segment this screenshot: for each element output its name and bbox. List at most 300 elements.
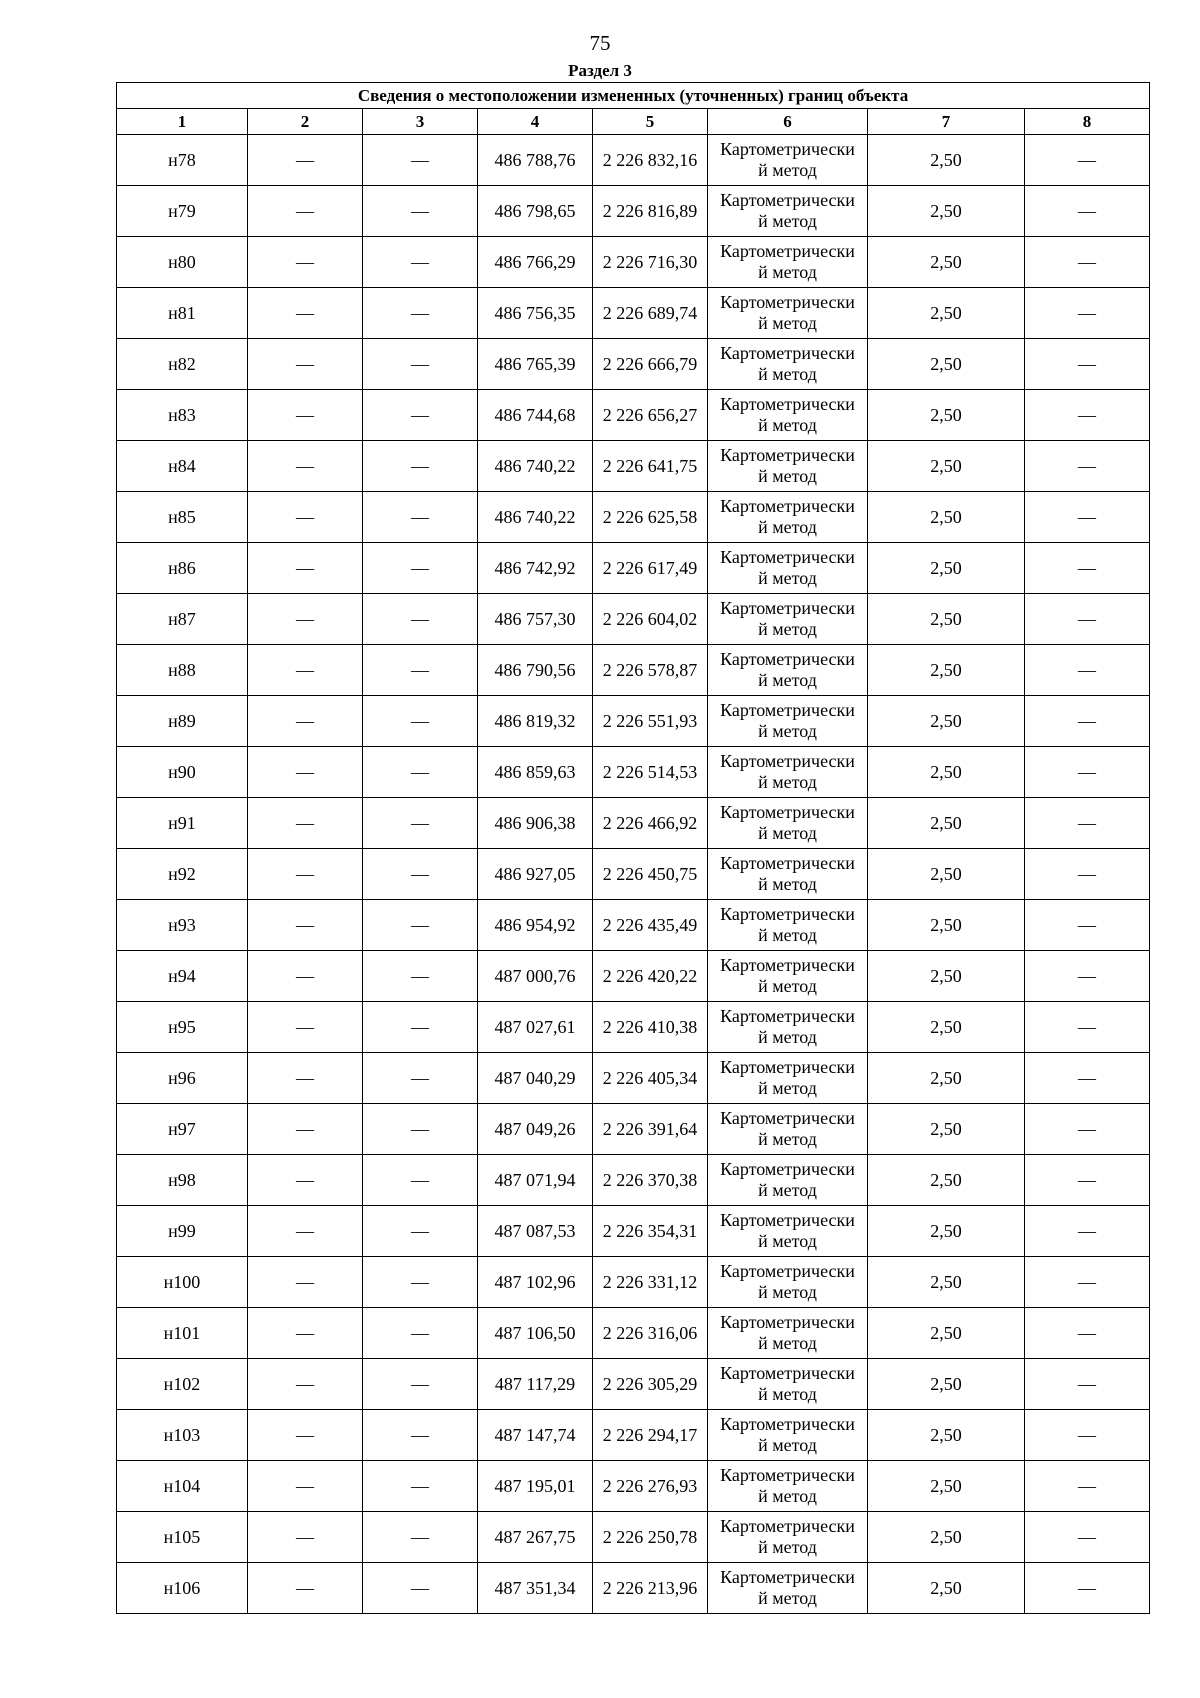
x-coordinate-cell: 487 040,29 bbox=[478, 1053, 593, 1104]
y-coordinate-cell: 2 226 689,74 bbox=[593, 288, 708, 339]
method-cell bbox=[708, 1002, 868, 1053]
col2-cell: — bbox=[248, 900, 363, 951]
table-row bbox=[117, 441, 1150, 492]
method-line-1: Картометрически bbox=[720, 1210, 855, 1230]
y-coordinate-cell: 2 226 213,96 bbox=[593, 1563, 708, 1614]
point-cell: н96 bbox=[117, 1053, 248, 1104]
table-row bbox=[117, 1308, 1150, 1359]
method-line-2: й метод bbox=[758, 1486, 817, 1506]
y-coordinate-cell: 2 226 391,64 bbox=[593, 1104, 708, 1155]
x-coordinate-cell: 486 906,38 bbox=[478, 798, 593, 849]
method-line-1: Картометрически bbox=[720, 394, 855, 414]
method-cell bbox=[708, 645, 868, 696]
table-row bbox=[117, 1359, 1150, 1410]
col2-cell: — bbox=[248, 1461, 363, 1512]
method-line-2: й метод bbox=[758, 568, 817, 588]
method-line-1: Картометрически bbox=[720, 292, 855, 312]
method-cell bbox=[708, 1512, 868, 1563]
accuracy-cell: 2,50 bbox=[868, 441, 1025, 492]
col2-cell: — bbox=[248, 492, 363, 543]
table-row bbox=[117, 1257, 1150, 1308]
method-line-1: Картометрически bbox=[720, 445, 855, 465]
y-coordinate-cell: 2 226 405,34 bbox=[593, 1053, 708, 1104]
point-cell: н95 bbox=[117, 1002, 248, 1053]
col8-cell: — bbox=[1025, 186, 1150, 237]
table-row bbox=[117, 1002, 1150, 1053]
point-cell: н78 bbox=[117, 135, 248, 186]
table-body bbox=[117, 135, 1150, 1614]
col3-cell: — bbox=[363, 1410, 478, 1461]
column-number-1: 1 bbox=[117, 109, 248, 135]
col2-cell: — bbox=[248, 645, 363, 696]
accuracy-cell: 2,50 bbox=[868, 1155, 1025, 1206]
col2-cell: — bbox=[248, 1206, 363, 1257]
point-cell: н79 bbox=[117, 186, 248, 237]
x-coordinate-cell: 486 819,32 bbox=[478, 696, 593, 747]
table-row bbox=[117, 1104, 1150, 1155]
col3-cell: — bbox=[363, 798, 478, 849]
accuracy-cell: 2,50 bbox=[868, 492, 1025, 543]
x-coordinate-cell: 486 740,22 bbox=[478, 492, 593, 543]
point-cell: н84 bbox=[117, 441, 248, 492]
method-line-2: й метод bbox=[758, 976, 817, 996]
y-coordinate-cell: 2 226 656,27 bbox=[593, 390, 708, 441]
method-line-2: й метод bbox=[758, 1027, 817, 1047]
method-cell bbox=[708, 1359, 868, 1410]
x-coordinate-cell: 487 071,94 bbox=[478, 1155, 593, 1206]
col8-cell: — bbox=[1025, 1512, 1150, 1563]
point-cell: н88 bbox=[117, 645, 248, 696]
col2-cell: — bbox=[248, 441, 363, 492]
method-line-2: й метод bbox=[758, 262, 817, 282]
table-row bbox=[117, 1461, 1150, 1512]
method-cell bbox=[708, 696, 868, 747]
x-coordinate-cell: 486 954,92 bbox=[478, 900, 593, 951]
col2-cell: — bbox=[248, 1257, 363, 1308]
col8-cell: — bbox=[1025, 849, 1150, 900]
y-coordinate-cell: 2 226 276,93 bbox=[593, 1461, 708, 1512]
method-cell bbox=[708, 1104, 868, 1155]
point-cell: н103 bbox=[117, 1410, 248, 1461]
x-coordinate-cell: 486 790,56 bbox=[478, 645, 593, 696]
y-coordinate-cell: 2 226 331,12 bbox=[593, 1257, 708, 1308]
col3-cell: — bbox=[363, 849, 478, 900]
method-cell bbox=[708, 747, 868, 798]
x-coordinate-cell: 486 788,76 bbox=[478, 135, 593, 186]
method-line-1: Картометрически bbox=[720, 496, 855, 516]
method-cell bbox=[708, 492, 868, 543]
point-cell: н83 bbox=[117, 390, 248, 441]
method-cell bbox=[708, 237, 868, 288]
col3-cell: — bbox=[363, 1002, 478, 1053]
col2-cell: — bbox=[248, 1563, 363, 1614]
point-cell: н90 bbox=[117, 747, 248, 798]
col2-cell: — bbox=[248, 1053, 363, 1104]
method-line-1: Картометрически bbox=[720, 241, 855, 261]
accuracy-cell: 2,50 bbox=[868, 798, 1025, 849]
method-line-2: й метод bbox=[758, 772, 817, 792]
method-line-1: Картометрически bbox=[720, 955, 855, 975]
column-number-4: 4 bbox=[478, 109, 593, 135]
method-line-1: Картометрически bbox=[720, 751, 855, 771]
method-line-1: Картометрически bbox=[720, 1261, 855, 1281]
page-number: 75 bbox=[589, 31, 611, 55]
x-coordinate-cell: 487 000,76 bbox=[478, 951, 593, 1002]
col2-cell: — bbox=[248, 798, 363, 849]
accuracy-cell: 2,50 bbox=[868, 696, 1025, 747]
column-number-7: 7 bbox=[868, 109, 1025, 135]
method-line-2: й метод bbox=[758, 721, 817, 741]
y-coordinate-cell: 2 226 420,22 bbox=[593, 951, 708, 1002]
point-cell: н94 bbox=[117, 951, 248, 1002]
y-coordinate-cell: 2 226 578,87 bbox=[593, 645, 708, 696]
point-cell: н80 bbox=[117, 237, 248, 288]
x-coordinate-cell: 486 744,68 bbox=[478, 390, 593, 441]
method-line-1: Картометрически bbox=[720, 1057, 855, 1077]
col8-cell: — bbox=[1025, 288, 1150, 339]
col8-cell: — bbox=[1025, 339, 1150, 390]
method-line-1: Картометрически bbox=[720, 700, 855, 720]
accuracy-cell: 2,50 bbox=[868, 747, 1025, 798]
col3-cell: — bbox=[363, 594, 478, 645]
method-cell bbox=[708, 135, 868, 186]
col3-cell: — bbox=[363, 1206, 478, 1257]
point-cell: н82 bbox=[117, 339, 248, 390]
col3-cell: — bbox=[363, 645, 478, 696]
x-coordinate-cell: 487 106,50 bbox=[478, 1308, 593, 1359]
method-line-1: Картометрически bbox=[720, 1516, 855, 1536]
method-cell bbox=[708, 951, 868, 1002]
method-line-1: Картометрически bbox=[720, 547, 855, 567]
point-cell: н99 bbox=[117, 1206, 248, 1257]
accuracy-cell: 2,50 bbox=[868, 339, 1025, 390]
col2-cell: — bbox=[248, 186, 363, 237]
col2-cell: — bbox=[248, 237, 363, 288]
column-number-5: 5 bbox=[593, 109, 708, 135]
method-line-1: Картометрически bbox=[720, 343, 855, 363]
col3-cell: — bbox=[363, 1053, 478, 1104]
col3-cell: — bbox=[363, 288, 478, 339]
col2-cell: — bbox=[248, 1308, 363, 1359]
point-cell: н92 bbox=[117, 849, 248, 900]
col2-cell: — bbox=[248, 1512, 363, 1563]
method-cell bbox=[708, 441, 868, 492]
col8-cell: — bbox=[1025, 1155, 1150, 1206]
method-line-2: й метод bbox=[758, 1588, 817, 1608]
method-line-1: Картометрически bbox=[720, 802, 855, 822]
x-coordinate-cell: 487 195,01 bbox=[478, 1461, 593, 1512]
y-coordinate-cell: 2 226 250,78 bbox=[593, 1512, 708, 1563]
table-row bbox=[117, 900, 1150, 951]
x-coordinate-cell: 486 859,63 bbox=[478, 747, 593, 798]
method-line-1: Картометрически bbox=[720, 190, 855, 210]
col3-cell: — bbox=[363, 696, 478, 747]
method-cell bbox=[708, 1410, 868, 1461]
col8-cell: — bbox=[1025, 1104, 1150, 1155]
col3-cell: — bbox=[363, 543, 478, 594]
col2-cell: — bbox=[248, 135, 363, 186]
col3-cell: — bbox=[363, 339, 478, 390]
accuracy-cell: 2,50 bbox=[868, 1410, 1025, 1461]
x-coordinate-cell: 486 740,22 bbox=[478, 441, 593, 492]
method-line-2: й метод bbox=[758, 1129, 817, 1149]
method-line-2: й метод bbox=[758, 1180, 817, 1200]
x-coordinate-cell: 487 117,29 bbox=[478, 1359, 593, 1410]
col2-cell: — bbox=[248, 1104, 363, 1155]
method-line-1: Картометрически bbox=[720, 598, 855, 618]
col3-cell: — bbox=[363, 951, 478, 1002]
method-line-2: й метод bbox=[758, 1435, 817, 1455]
method-line-2: й метод bbox=[758, 1231, 817, 1251]
method-line-2: й метод bbox=[758, 1078, 817, 1098]
table-row bbox=[117, 1410, 1150, 1461]
point-cell: н86 bbox=[117, 543, 248, 594]
col3-cell: — bbox=[363, 1461, 478, 1512]
method-cell bbox=[708, 900, 868, 951]
table-row bbox=[117, 951, 1150, 1002]
y-coordinate-cell: 2 226 354,31 bbox=[593, 1206, 708, 1257]
method-line-1: Картометрически bbox=[720, 649, 855, 669]
col8-cell: — bbox=[1025, 390, 1150, 441]
table-row bbox=[117, 288, 1150, 339]
method-line-2: й метод bbox=[758, 517, 817, 537]
accuracy-cell: 2,50 bbox=[868, 135, 1025, 186]
accuracy-cell: 2,50 bbox=[868, 1359, 1025, 1410]
col3-cell: — bbox=[363, 441, 478, 492]
col8-cell: — bbox=[1025, 1359, 1150, 1410]
point-cell: н87 bbox=[117, 594, 248, 645]
col2-cell: — bbox=[248, 951, 363, 1002]
y-coordinate-cell: 2 226 294,17 bbox=[593, 1410, 708, 1461]
column-number-8: 8 bbox=[1025, 109, 1150, 135]
method-cell bbox=[708, 288, 868, 339]
table-row bbox=[117, 1206, 1150, 1257]
method-line-2: й метод bbox=[758, 670, 817, 690]
x-coordinate-cell: 486 766,29 bbox=[478, 237, 593, 288]
column-number-3: 3 bbox=[363, 109, 478, 135]
accuracy-cell: 2,50 bbox=[868, 1104, 1025, 1155]
method-line-2: й метод bbox=[758, 364, 817, 384]
method-cell bbox=[708, 1155, 868, 1206]
accuracy-cell: 2,50 bbox=[868, 1563, 1025, 1614]
accuracy-cell: 2,50 bbox=[868, 849, 1025, 900]
point-cell: н106 bbox=[117, 1563, 248, 1614]
col2-cell: — bbox=[248, 288, 363, 339]
col8-cell: — bbox=[1025, 1461, 1150, 1512]
col3-cell: — bbox=[363, 1155, 478, 1206]
col2-cell: — bbox=[248, 1359, 363, 1410]
method-cell bbox=[708, 798, 868, 849]
method-line-2: й метод bbox=[758, 619, 817, 639]
method-line-2: й метод bbox=[758, 313, 817, 333]
table-row bbox=[117, 1155, 1150, 1206]
col3-cell: — bbox=[363, 1257, 478, 1308]
method-line-1: Картометрически bbox=[720, 1006, 855, 1026]
method-line-1: Картометрически bbox=[720, 1414, 855, 1434]
y-coordinate-cell: 2 226 435,49 bbox=[593, 900, 708, 951]
point-cell: н102 bbox=[117, 1359, 248, 1410]
col3-cell: — bbox=[363, 1104, 478, 1155]
accuracy-cell: 2,50 bbox=[868, 1461, 1025, 1512]
x-coordinate-cell: 486 765,39 bbox=[478, 339, 593, 390]
col3-cell: — bbox=[363, 1308, 478, 1359]
col8-cell: — bbox=[1025, 492, 1150, 543]
y-coordinate-cell: 2 226 410,38 bbox=[593, 1002, 708, 1053]
col2-cell: — bbox=[248, 390, 363, 441]
y-coordinate-cell: 2 226 370,38 bbox=[593, 1155, 708, 1206]
col2-cell: — bbox=[248, 849, 363, 900]
col8-cell: — bbox=[1025, 1053, 1150, 1104]
point-cell: н85 bbox=[117, 492, 248, 543]
table-row bbox=[117, 543, 1150, 594]
col8-cell: — bbox=[1025, 1206, 1150, 1257]
y-coordinate-cell: 2 226 832,16 bbox=[593, 135, 708, 186]
point-cell: н104 bbox=[117, 1461, 248, 1512]
y-coordinate-cell: 2 226 316,06 bbox=[593, 1308, 708, 1359]
y-coordinate-cell: 2 226 641,75 bbox=[593, 441, 708, 492]
method-line-1: Картометрически bbox=[720, 1108, 855, 1128]
method-line-1: Картометрически bbox=[720, 139, 855, 159]
x-coordinate-cell: 487 049,26 bbox=[478, 1104, 593, 1155]
table-row bbox=[117, 645, 1150, 696]
accuracy-cell: 2,50 bbox=[868, 288, 1025, 339]
table-row bbox=[117, 1512, 1150, 1563]
method-line-2: й метод bbox=[758, 1384, 817, 1404]
col2-cell: — bbox=[248, 696, 363, 747]
method-line-2: й метод bbox=[758, 1282, 817, 1302]
method-cell bbox=[708, 1257, 868, 1308]
col3-cell: — bbox=[363, 186, 478, 237]
y-coordinate-cell: 2 226 617,49 bbox=[593, 543, 708, 594]
method-line-2: й метод bbox=[758, 415, 817, 435]
method-cell bbox=[708, 339, 868, 390]
method-line-2: й метод bbox=[758, 1333, 817, 1353]
method-line-2: й метод bbox=[758, 925, 817, 945]
col8-cell: — bbox=[1025, 1308, 1150, 1359]
col8-cell: — bbox=[1025, 441, 1150, 492]
table-row bbox=[117, 747, 1150, 798]
accuracy-cell: 2,50 bbox=[868, 1308, 1025, 1359]
point-cell: н93 bbox=[117, 900, 248, 951]
method-line-2: й метод bbox=[758, 160, 817, 180]
y-coordinate-cell: 2 226 466,92 bbox=[593, 798, 708, 849]
point-cell: н105 bbox=[117, 1512, 248, 1563]
table-row bbox=[117, 237, 1150, 288]
col3-cell: — bbox=[363, 747, 478, 798]
col3-cell: — bbox=[363, 492, 478, 543]
section-title: Раздел 3 bbox=[568, 61, 632, 80]
accuracy-cell: 2,50 bbox=[868, 1002, 1025, 1053]
col2-cell: — bbox=[248, 543, 363, 594]
column-number-row bbox=[117, 109, 1150, 135]
method-cell bbox=[708, 1308, 868, 1359]
method-line-2: й метод bbox=[758, 823, 817, 843]
col8-cell: — bbox=[1025, 237, 1150, 288]
col8-cell: — bbox=[1025, 645, 1150, 696]
x-coordinate-cell: 486 757,30 bbox=[478, 594, 593, 645]
y-coordinate-cell: 2 226 305,29 bbox=[593, 1359, 708, 1410]
col3-cell: — bbox=[363, 900, 478, 951]
point-cell: н91 bbox=[117, 798, 248, 849]
col2-cell: — bbox=[248, 1410, 363, 1461]
col8-cell: — bbox=[1025, 1410, 1150, 1461]
col8-cell: — bbox=[1025, 1563, 1150, 1614]
point-cell: н89 bbox=[117, 696, 248, 747]
y-coordinate-cell: 2 226 716,30 bbox=[593, 237, 708, 288]
col8-cell: — bbox=[1025, 798, 1150, 849]
method-cell bbox=[708, 543, 868, 594]
y-coordinate-cell: 2 226 450,75 bbox=[593, 849, 708, 900]
method-line-1: Картометрически bbox=[720, 904, 855, 924]
method-line-2: й метод bbox=[758, 874, 817, 894]
col2-cell: — bbox=[248, 339, 363, 390]
table-row bbox=[117, 1563, 1150, 1614]
table-row bbox=[117, 594, 1150, 645]
col2-cell: — bbox=[248, 1002, 363, 1053]
method-line-1: Картометрически bbox=[720, 1465, 855, 1485]
col3-cell: — bbox=[363, 1359, 478, 1410]
method-cell bbox=[708, 1563, 868, 1614]
table-row bbox=[117, 1053, 1150, 1104]
col2-cell: — bbox=[248, 594, 363, 645]
accuracy-cell: 2,50 bbox=[868, 645, 1025, 696]
accuracy-cell: 2,50 bbox=[868, 594, 1025, 645]
y-coordinate-cell: 2 226 625,58 bbox=[593, 492, 708, 543]
x-coordinate-cell: 487 087,53 bbox=[478, 1206, 593, 1257]
point-cell: н81 bbox=[117, 288, 248, 339]
col8-cell: — bbox=[1025, 1257, 1150, 1308]
method-cell bbox=[708, 594, 868, 645]
accuracy-cell: 2,50 bbox=[868, 1512, 1025, 1563]
method-line-1: Картометрически bbox=[720, 1312, 855, 1332]
col3-cell: — bbox=[363, 135, 478, 186]
col3-cell: — bbox=[363, 237, 478, 288]
accuracy-cell: 2,50 bbox=[868, 390, 1025, 441]
table-row bbox=[117, 339, 1150, 390]
accuracy-cell: 2,50 bbox=[868, 1053, 1025, 1104]
point-cell: н101 bbox=[117, 1308, 248, 1359]
col8-cell: — bbox=[1025, 696, 1150, 747]
x-coordinate-cell: 486 742,92 bbox=[478, 543, 593, 594]
col8-cell: — bbox=[1025, 543, 1150, 594]
x-coordinate-cell: 486 798,65 bbox=[478, 186, 593, 237]
y-coordinate-cell: 2 226 514,53 bbox=[593, 747, 708, 798]
method-line-1: Картометрически bbox=[720, 1363, 855, 1383]
col2-cell: — bbox=[248, 747, 363, 798]
col3-cell: — bbox=[363, 1563, 478, 1614]
table-row bbox=[117, 492, 1150, 543]
method-line-1: Картометрически bbox=[720, 1159, 855, 1179]
method-cell bbox=[708, 1206, 868, 1257]
method-line-2: й метод bbox=[758, 466, 817, 486]
method-line-1: Картометрически bbox=[720, 853, 855, 873]
column-number-6: 6 bbox=[708, 109, 868, 135]
method-cell bbox=[708, 186, 868, 237]
method-cell bbox=[708, 1461, 868, 1512]
x-coordinate-cell: 486 927,05 bbox=[478, 849, 593, 900]
x-coordinate-cell: 487 027,61 bbox=[478, 1002, 593, 1053]
coordinates-table bbox=[116, 82, 1150, 1614]
col8-cell: — bbox=[1025, 594, 1150, 645]
table-row bbox=[117, 186, 1150, 237]
table-title: Сведения о местоположении измененных (уточненных) границ объекта bbox=[117, 83, 1150, 109]
accuracy-cell: 2,50 bbox=[868, 951, 1025, 1002]
y-coordinate-cell: 2 226 666,79 bbox=[593, 339, 708, 390]
col3-cell: — bbox=[363, 1512, 478, 1563]
y-coordinate-cell: 2 226 816,89 bbox=[593, 186, 708, 237]
col8-cell: — bbox=[1025, 747, 1150, 798]
accuracy-cell: 2,50 bbox=[868, 1257, 1025, 1308]
